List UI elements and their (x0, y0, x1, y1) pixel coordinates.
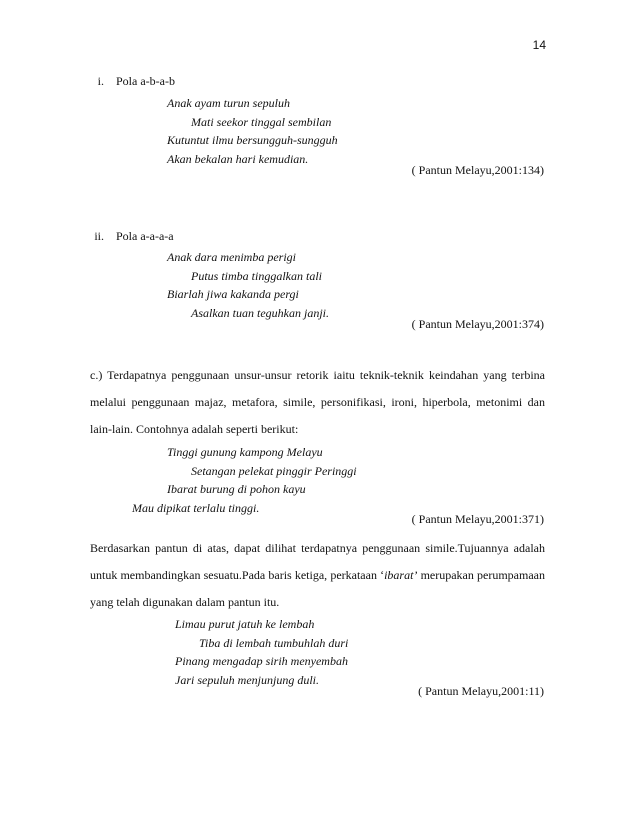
verse-line: Mau dipikat terlalu tinggi. (132, 500, 260, 515)
verse-line: Kutuntut ilmu bersungguh-sungguh (167, 133, 338, 147)
pantun-verse-i (167, 94, 338, 168)
paragraph-d (90, 535, 545, 616)
verse-line: Pinang mengadap sirih menyembah (175, 654, 348, 668)
paragraph-text: Berdasarkan pantun di atas, dapat dilihat terdapatnya penggunaan simile.Tujuannya adalah untuk membandingkan sesuatu.Pada baris ketiga, perkataan ‘ (90, 541, 545, 582)
citation: ( Pantun Melayu,2001:374) (411, 317, 544, 331)
verse-line: Tinggi gunung kampong Melayu (167, 445, 323, 459)
verse-line: Setangan pelekat pinggir Peringgi (191, 463, 357, 478)
verse-line: Putus timba tinggalkan tali (191, 268, 322, 283)
verse-line: Tiba di lembah tumbuhlah duri (199, 635, 349, 650)
pantun-verse-c (132, 443, 357, 517)
pantun-verse-ii (167, 248, 329, 322)
verse-line: Jari sepuluh menjunjung duli. (175, 672, 319, 687)
verse-line: Akan bekalan hari kemudian. (167, 151, 309, 166)
list-label: Pola a-b-a-b (116, 74, 175, 88)
paragraph-c: c.) Terdapatnya penggunaan unsur-unsur retorik iaitu teknik-teknik keindahan yang terbina melalui penggunaan majaz, metafora, simile, personifikasi, ironi, hiperbola, metonimi dan lain-lain. Contohnya adalah seperti berikut: (90, 368, 545, 436)
verse-line: Limau purut jatuh ke lembah (175, 617, 315, 631)
citation: ( Pantun Melayu,2001:11) (418, 684, 544, 698)
verse-line: Anak dara menimba perigi (167, 250, 296, 264)
list-label: Pola a-a-a-a (116, 229, 174, 243)
citation: ( Pantun Melayu,2001:134) (411, 163, 544, 177)
list-numeral: i. (97, 74, 104, 88)
pantun-verse-d (175, 615, 348, 689)
citation: ( Pantun Melayu,2001:371) (411, 512, 544, 526)
page-number: 14 (532, 38, 546, 52)
verse-line: Ibarat burung di pohon kayu (167, 482, 306, 496)
verse-line: Asalkan tuan teguhkan janji. (191, 305, 329, 320)
emphasis-word: ibarat’ (384, 568, 418, 582)
verse-line: Mati seekor tinggal sembilan (191, 114, 332, 129)
paragraph-text: merupakan perumpamaan yang telah digunakan dalam pantun itu. (90, 568, 545, 609)
list-numeral: ii. (94, 229, 104, 243)
verse-line: Biarlah jiwa kakanda pergi (167, 287, 299, 301)
verse-line: Anak ayam turun sepuluh (167, 96, 290, 110)
